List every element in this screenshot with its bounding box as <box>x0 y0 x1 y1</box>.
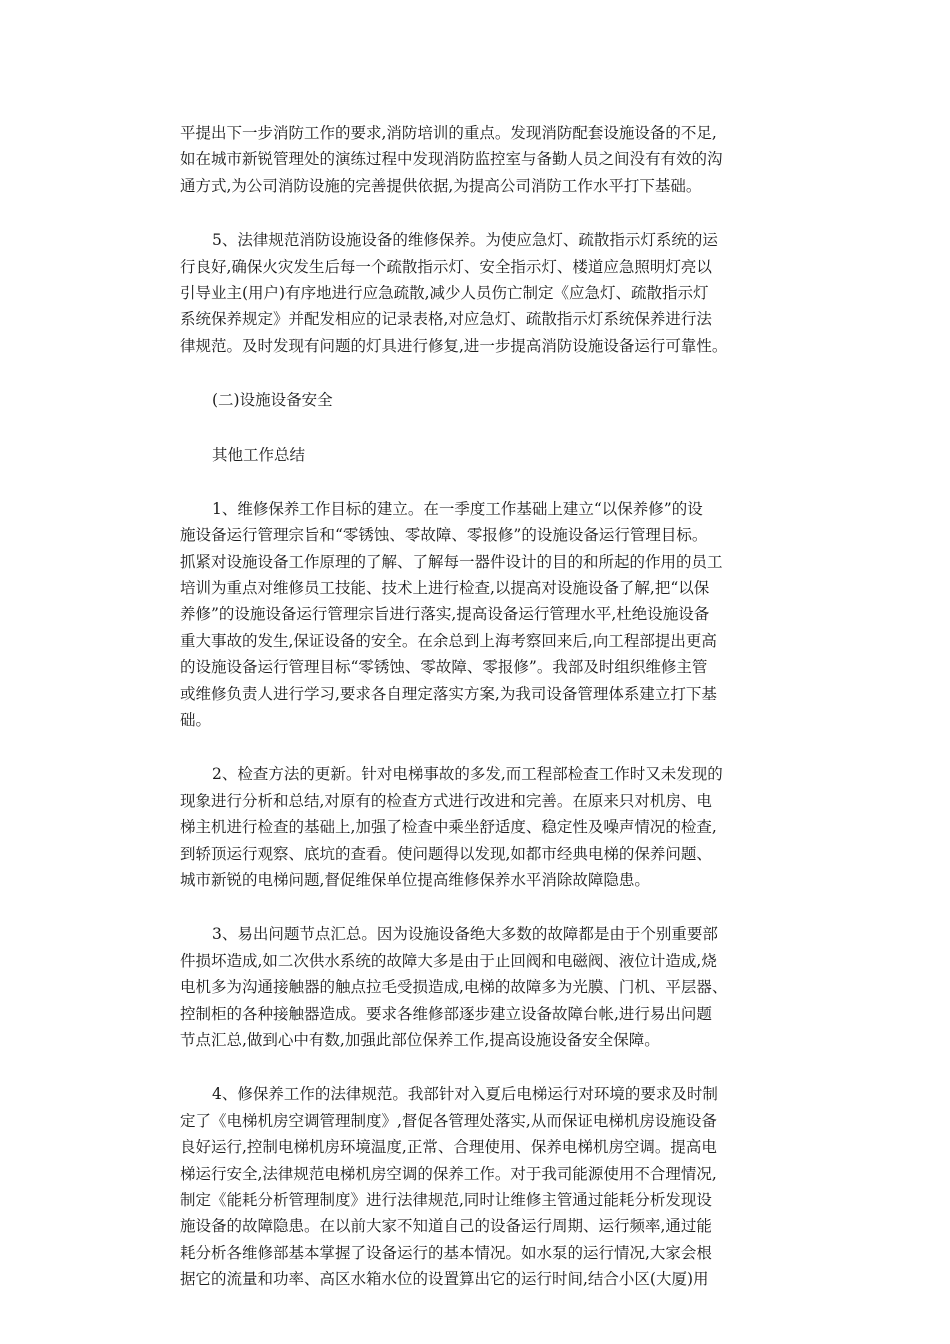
text-line: 行良好,确保火灾发生后每一个疏散指示灯、安全指示灯、楼道应急照明灯亮以 <box>180 257 712 276</box>
text-line: 件损坏造成,如二次供水系统的故障大多是由于止回阀和电磁阀、液位计造成,烧 <box>180 951 717 970</box>
text-line: 础。 <box>180 711 212 730</box>
text-line: 控制柜的各种接触器造成。要求各维修部逐步建立设备故障台帐,进行易出问题 <box>180 1004 712 1023</box>
text-line: 城市新锐的电梯问题,督促维保单位提高维修保养水平消除故障隐患。 <box>180 870 650 889</box>
text-line: 通方式,为公司消防设施的完善提供依据,为提高公司消防工作水平打下基础。 <box>180 176 702 195</box>
text-line: 节点汇总,做到心中有数,加强此部位保养工作,提高设施设备安全保障。 <box>180 1030 660 1049</box>
text-line: 养修”的设施设备运行管理宗旨进行落实,提高设备运行管理水平,杜绝设施设备 <box>180 605 710 624</box>
text-line: 4、修保养工作的法律规范。我部针对入夏后电梯运行对环境的要求及时制 <box>212 1085 718 1104</box>
text-line: 平提出下一步消防工作的要求,消防培训的重点。发现消防配套设施设备的不足, <box>180 124 717 142</box>
paragraph-continuation <box>180 120 780 199</box>
text-line: 律规范。及时发现有问题的灯具进行修复,进一步提高消防设施设备运行可靠性。 <box>180 336 728 355</box>
paragraph-item-3 <box>180 921 780 1053</box>
text-line: 耗分析各维修部基本掌握了设备运行的基本情况。如水泵的运行情况,大家会根 <box>180 1243 712 1262</box>
text-line: 电机多为沟通接触器的触点拉毛受损造成,电梯的故障多为光膜、门机、平层器、 <box>180 978 728 997</box>
text-line: 2、检查方法的更新。针对电梯事故的多发,而工程部检查工作时又未发现的 <box>212 765 723 784</box>
text-line: 制定《能耗分析管理制度》进行法律规范,同时让维修主管通过能耗分析发现设 <box>180 1190 712 1209</box>
text-line: 抓紧对设施设备工作原理的了解、了解每一器件设计的目的和所起的作用的员工 <box>180 552 723 571</box>
text-line: 施设备运行管理宗旨和“零锈蚀、零故障、零报修”的设施设备运行管理目标。 <box>180 526 708 545</box>
text-line: 引导业主(用户)有序地进行应急疏散,减少人员伤亡制定《应急灯、疏散指示灯 <box>180 283 709 302</box>
text-line: 或维修负责人进行学习,要求各自理定落实方案,为我司设备管理体系建立打下基 <box>180 684 717 703</box>
paragraph-item-5 <box>180 227 780 359</box>
text-line: 重大事故的发生,保证设备的安全。在余总到上海考察回来后,向工程部提出更高 <box>180 631 717 650</box>
subsection-heading <box>180 442 780 468</box>
text-line: 1、维修保养工作目标的建立。在一季度工作基础上建立“以保养修”的设 <box>212 499 703 518</box>
paragraph-item-2 <box>180 761 780 893</box>
text-line: 良好运行,控制电梯机房环境温度,正常、合理使用、保养电梯机房空调。提高电 <box>180 1138 717 1157</box>
text-line: 培训为重点对维修员工技能、技术上进行检查,以提高对设施设备了解,把“以保 <box>180 579 710 598</box>
text-line: 据它的流量和功率、高区水箱水位的设置算出它的运行时间,结合小区(大厦)用 <box>180 1270 709 1289</box>
paragraph-item-1 <box>180 496 780 734</box>
text-line: 梯运行安全,法律规范电梯机房空调的保养工作。对于我司能源使用不合理情况, <box>180 1164 717 1183</box>
text-line: 的设施设备运行管理目标“零锈蚀、零故障、零报修”。我部及时组织维修主管 <box>180 658 708 677</box>
document-page <box>180 120 780 1320</box>
paragraph-item-4 <box>180 1081 780 1292</box>
text-line: 梯主机进行检查的基础上,加强了检查中乘坐舒适度、稳定性及噪声情况的检查, <box>180 818 717 837</box>
text-line: 施设备的故障隐患。在以前大家不知道自己的设备运行周期、运行频率,通过能 <box>180 1217 712 1236</box>
text-line: 现象进行分析和总结,对原有的检查方式进行改进和完善。在原来只对机房、电 <box>180 791 712 810</box>
heading-text: (二)设施设备安全 <box>212 391 333 410</box>
section-heading <box>180 387 780 413</box>
text-line: 5、法律规范消防设施设备的维修保养。为使应急灯、疏散指示灯系统的运 <box>212 231 718 250</box>
text-line: 3、易出问题节点汇总。因为设施设备绝大多数的故障都是由于个别重要部 <box>212 925 718 944</box>
text-line: 系统保养规定》并配发相应的记录表格,对应急灯、疏散指示灯系统保养进行法 <box>180 310 712 329</box>
text-line: 到轿顶运行观察、底坑的查看。使问题得以发现,如都市经典电梯的保养问题、 <box>180 844 712 863</box>
text-line: 如在城市新锐管理处的演练过程中发现消防监控室与备勤人员之间没有有效的沟 <box>180 150 723 169</box>
text-line: 定了《电梯机房空调管理制度》,督促各管理处落实,从而保证电梯机房设施设备 <box>180 1111 717 1130</box>
heading-text: 其他工作总结 <box>212 445 306 464</box>
